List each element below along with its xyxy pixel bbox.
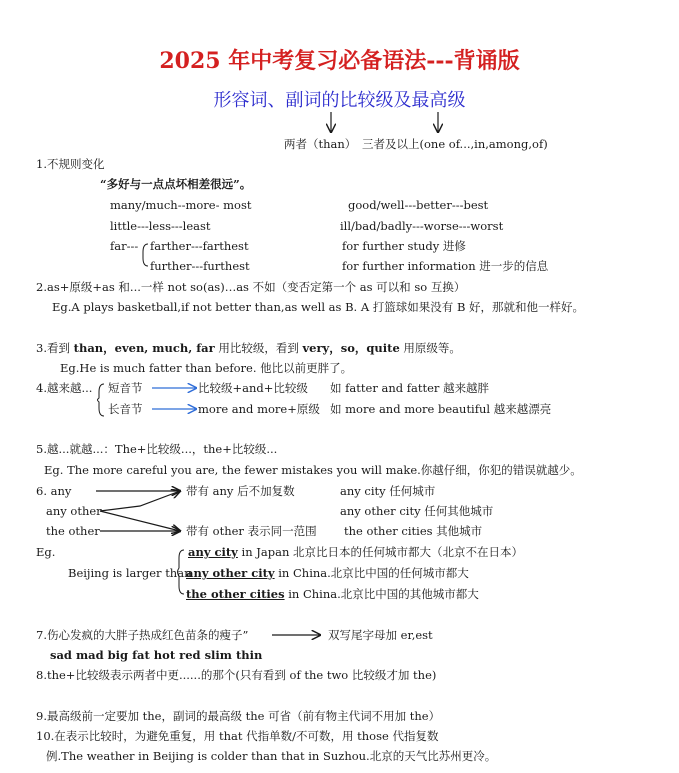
- s1-right-4: for further information 进一步的信息: [342, 259, 549, 273]
- page-subtitle: 形容词、副词的比较级及最高级: [213, 90, 466, 111]
- s2-line: 2.as+原级+as 和...一样 not so(as)…as 不如（变否定第一个 as 可以和 so 互换）: [36, 280, 466, 294]
- s6-rule-other: 带有 other 表示同一范围: [186, 524, 317, 538]
- s3-prefix: 3.看到: [36, 341, 74, 355]
- s6-branch-1-key: any city: [188, 545, 238, 559]
- s1-left-1: many/much--more- most: [110, 198, 252, 212]
- s6-example-2: any other city 任何其他城市: [340, 504, 494, 518]
- three-label: 三者及以上(one of...,in,among,of): [362, 137, 548, 151]
- s4-long-rule: more and more+原级: [198, 402, 320, 416]
- s6-any: 6. any: [36, 484, 72, 498]
- s10-line: 10.在表示比较时，为避免重复，用 that 代指单数/不可数，用 those 代指复数: [36, 729, 439, 743]
- s6-brace-icon: [178, 550, 185, 594]
- s6-branch-2-key: any other city: [186, 566, 275, 580]
- s4-short-label: 短音节: [108, 381, 143, 395]
- s6-branch-3-key: the other cities: [186, 587, 285, 601]
- s1-quote: “多好与一点点坏相差很远”。: [100, 177, 252, 191]
- s1-left-2: little---less---least: [110, 219, 211, 233]
- s1-right-3: for further study 进修: [342, 239, 466, 253]
- s9-line: 9.最高级前一定要加 the，副词的最高级 the 可省（前有物主代词不用加 the）: [36, 709, 441, 723]
- s7-words: sad mad big fat hot red slim thin: [50, 648, 263, 662]
- s1-right-1: good/well---better---best: [348, 198, 489, 212]
- s1-heading: 1.不规则变化: [36, 157, 105, 171]
- s3-keys-comparative: than，even, much, far: [73, 341, 215, 355]
- s10-example: 例.The weather in Beijing is colder than that in Suzhou.北京的天气比苏州更冷。: [46, 749, 497, 763]
- s4-heading: 4.越来越...: [36, 381, 93, 395]
- two-label: 两者（than）: [284, 137, 357, 151]
- s5-line: 5.越...就越...：The+比较级...，the+比较级...: [36, 442, 278, 456]
- s8-line: 8.the+比较级表示两者中更......的那个(只有看到 of the two 比较级才加 the): [36, 668, 437, 682]
- s7-result: 双写尾字母加 er,est: [328, 628, 433, 642]
- s3-example: Eg.He is much fatter than before. 他比以前更胖了。: [60, 361, 353, 375]
- s4-brace-icon: [98, 384, 105, 416]
- s6-example-3: the other cities 其他城市: [344, 524, 483, 538]
- s6-rule-any: 带有 any 后不加复数: [186, 484, 295, 498]
- s6-the-other: the other: [46, 524, 100, 538]
- s6-branch-3-rest: in China.北京比中国的其他城市都大: [284, 587, 479, 601]
- s6-subject: Beijing is larger than: [68, 566, 192, 580]
- s1-left-3: far---: [110, 239, 139, 253]
- s6-example-1: any city 任何城市: [340, 484, 436, 498]
- s3-mid: 用比较级，看到: [214, 341, 303, 355]
- page-title: 2025 年中考复习必备语法---背诵版: [159, 48, 520, 74]
- far-brace-icon: [143, 244, 148, 266]
- s6-eg: Eg.: [36, 545, 56, 559]
- s1-right-2: ill/bad/badly---worse---worst: [340, 219, 504, 233]
- s7-line: 7.伤心发疯的大胖子热成红色苗条的瘦子”: [36, 628, 249, 642]
- s6-branch-2-rest: in China.北京比中国的任何城市都大: [274, 566, 469, 580]
- s2-example: Eg.A plays basketball,if not better than,as well as B. A 打篮球如果没有 B 好，那就和他一样好。: [52, 300, 585, 314]
- s4-long-label: 长音节: [108, 402, 143, 416]
- s3-keys-positive: very，so，quite: [302, 341, 400, 355]
- s4-long-example: 如 more and more beautiful 越来越漂亮: [330, 402, 552, 416]
- s6-other-arrows-icon: [100, 511, 180, 531]
- s1-left-4: farther---farthest: [150, 239, 249, 253]
- s6-branch-1-rest: in Japan 北京比日本的任何城市都大（北京不在日本）: [237, 545, 524, 559]
- s6-any-other: any other: [46, 504, 102, 518]
- s5-example: Eg. The more careful you are, the fewer mistakes you will make.你越仔细，你犯的错误就越少。: [44, 463, 582, 477]
- s4-short-example: 如 fatter and fatter 越来越胖: [330, 381, 490, 395]
- s1-left-5: further---furthest: [150, 259, 250, 273]
- s6-cross-arrow-icon: [100, 491, 180, 511]
- s3-suffix: 用原级等。: [399, 341, 461, 355]
- s4-short-rule: 比较级+and+比较级: [198, 381, 308, 395]
